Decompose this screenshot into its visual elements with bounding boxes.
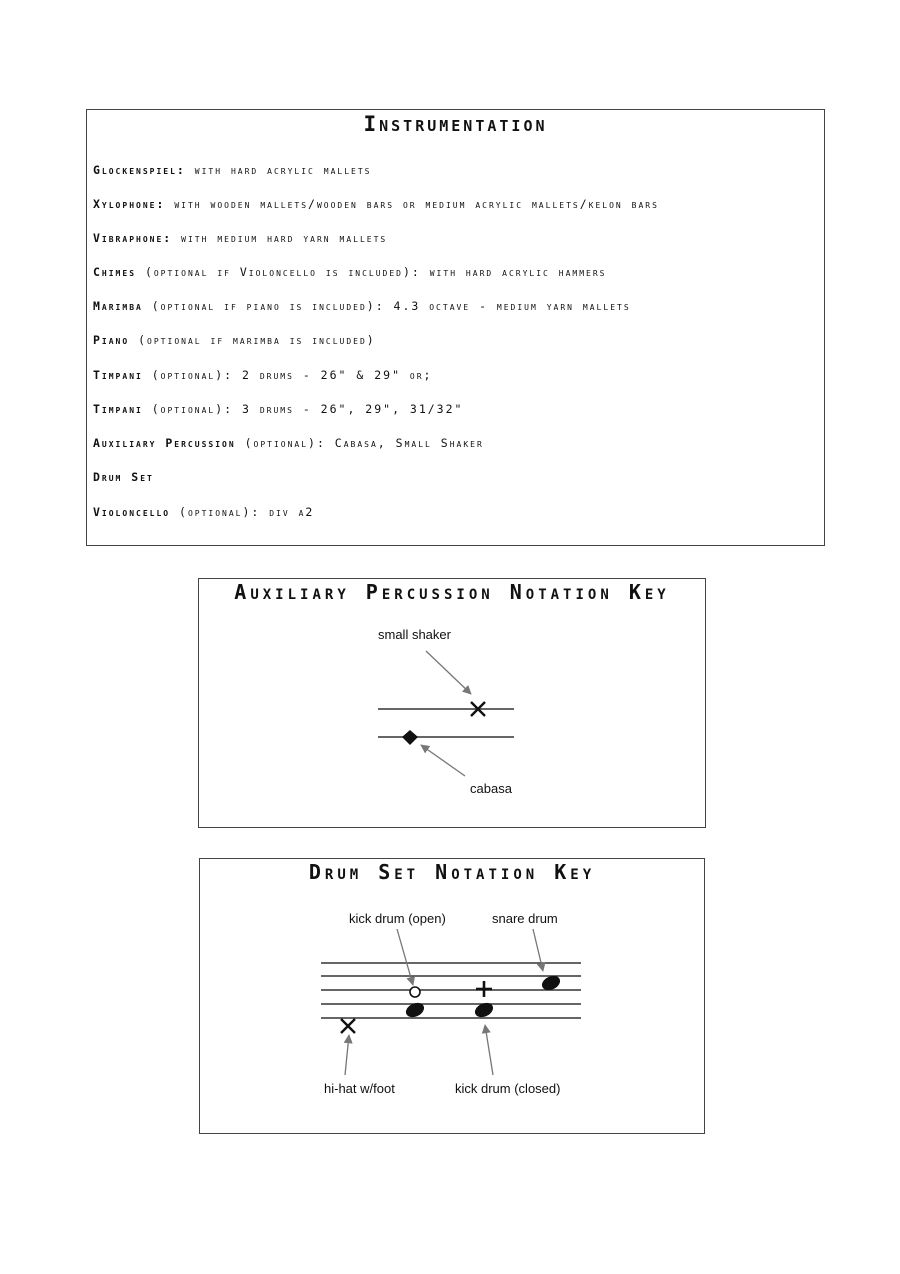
instrument-name: Drum Set xyxy=(93,470,154,484)
instrument-name: Marimba xyxy=(93,299,143,313)
instrument-line xyxy=(93,436,484,450)
drum-notation-figure xyxy=(200,859,704,1133)
snare-label: snare drum xyxy=(492,911,558,926)
instrument-name: Violoncello xyxy=(93,505,171,519)
instrument-name: Piano xyxy=(93,333,130,347)
instrument-detail: (optional): 2 drums - 26" & 29" or; xyxy=(142,368,433,382)
instrument-detail: (optional): Cabasa, Small Shaker xyxy=(235,436,484,450)
instrument-name: Xylophone: xyxy=(93,197,166,211)
instrument-line xyxy=(93,402,463,416)
cabasa-diamond-notehead xyxy=(402,730,418,745)
hihat-label: hi-hat w/foot xyxy=(324,1081,395,1096)
hihat-x-notehead xyxy=(341,1019,355,1033)
instrument-detail: (optional): 3 drums - 26", 29", 31/32" xyxy=(142,402,464,416)
instrument-detail: with medium hard yarn mallets xyxy=(172,231,388,245)
five-line-staff xyxy=(321,963,581,1018)
hihat-arrow xyxy=(345,1035,349,1075)
instrument-detail: (optional if piano is included): 4.3 octave - medium yarn mallets xyxy=(142,299,631,313)
cabasa-arrow xyxy=(421,745,465,776)
instrument-name: Vibraphone: xyxy=(93,231,173,245)
aux-notation-figure xyxy=(199,579,705,827)
kick-closed-label: kick drum (closed) xyxy=(455,1081,561,1096)
instrument-detail: (optional if marimba is included) xyxy=(129,333,376,347)
instrument-name: Glockenspiel: xyxy=(93,163,186,177)
kick-closed-arrow xyxy=(485,1025,493,1075)
plus-symbol xyxy=(476,981,492,997)
snare-arrow xyxy=(533,929,543,971)
cabasa-label: cabasa xyxy=(470,781,512,796)
instrument-line xyxy=(93,368,432,382)
kick-open-label: kick drum (open) xyxy=(349,911,446,926)
instrumentation-title: Instrumentation xyxy=(363,112,548,136)
instrument-line xyxy=(93,231,387,245)
kick-closed-notehead xyxy=(473,1000,496,1020)
instrument-detail: with wooden mallets/wooden bars or medium acrylic mallets/kelon bars xyxy=(165,197,659,211)
instrument-line xyxy=(93,197,659,211)
aux-key-title: Auxiliary Percussion Notation Key xyxy=(234,580,670,604)
instrumentation-box xyxy=(86,109,825,546)
drum-key-title: Drum Set Notation Key xyxy=(308,860,596,884)
instrument-detail: (optional if Violoncello is included): with hard acrylic hammers xyxy=(136,265,607,279)
instrument-detail: with hard acrylic mallets xyxy=(185,163,372,177)
instrument-name: Timpani xyxy=(93,402,143,416)
kick-notehead xyxy=(404,1000,427,1020)
drum-set-key-box xyxy=(199,858,705,1134)
instrument-name: Auxiliary Percussion xyxy=(93,436,236,450)
instrument-line xyxy=(93,265,606,279)
instrument-line xyxy=(93,299,631,313)
instrument-name: Chimes xyxy=(93,265,137,279)
instrument-detail: (optional): div a2 xyxy=(170,505,315,519)
shaker-arrow xyxy=(426,651,471,694)
instrument-line xyxy=(93,470,154,484)
kick-open-circle-symbol xyxy=(410,987,420,997)
instrument-line xyxy=(93,333,376,347)
instrument-line xyxy=(93,163,371,177)
small-shaker-label: small shaker xyxy=(378,627,451,642)
instrument-line xyxy=(93,505,314,519)
aux-percussion-key-box xyxy=(198,578,706,828)
instrument-name: Timpani xyxy=(93,368,143,382)
